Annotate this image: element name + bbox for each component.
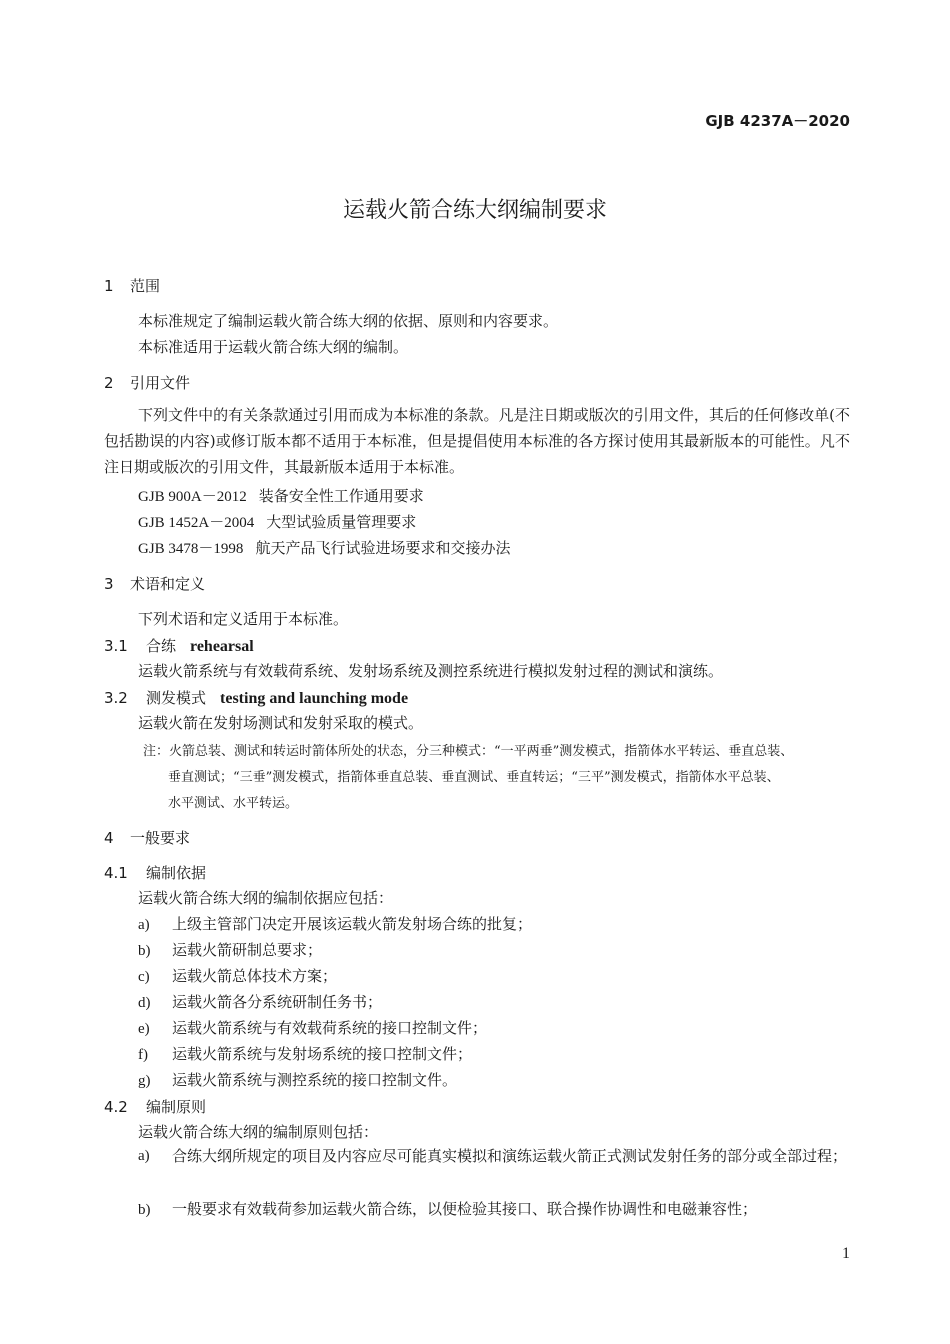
subsection-heading: [104, 1096, 206, 1117]
section-number: 4: [104, 829, 114, 847]
section-title: 一般要求: [130, 829, 191, 847]
list-item: [138, 913, 532, 934]
reference-code: GJB 3478－1998: [138, 541, 244, 557]
section-3-heading: [104, 573, 205, 594]
term-name: 测发模式: [146, 689, 207, 707]
list-marker: g): [138, 1073, 151, 1089]
list-text: 运载火箭系统与测控系统的接口控制文件。: [172, 1071, 458, 1089]
note-line: 水平测试、水平转运。: [168, 796, 299, 811]
page-number: 1: [842, 1245, 850, 1262]
term-number: 3.1: [104, 637, 128, 655]
subsection-number: 4.2: [104, 1098, 128, 1116]
standard-number: GJB 4237A－2020: [705, 112, 850, 130]
paragraph: 运载火箭合练大纲的编制依据应包括：: [138, 889, 394, 907]
section-2-heading: [104, 372, 190, 393]
list-text: 运载火箭研制总要求；: [172, 941, 323, 959]
document-title: 运载火箭合练大纲编制要求: [342, 198, 607, 223]
list-text: 上级主管部门决定开展该运载火箭发射场合练的批复；: [172, 915, 533, 933]
list-marker: c): [138, 969, 150, 985]
section-1-heading: [104, 275, 160, 296]
reference-code: GJB 1452A－2004: [138, 515, 255, 531]
note-line: 注：火箭总装、测试和转运时箭体所处的状态，分三种模式：“一平两垂”测发模式，指箭体水平转运、垂直总装、: [143, 744, 794, 759]
list-marker: f): [138, 1047, 148, 1063]
term-name: 合练: [146, 637, 177, 655]
term-number: 3.2: [104, 689, 128, 707]
subsection-heading: [104, 862, 206, 883]
paragraph: 下列文件中的有关条款通过引用而成为本标准的条款。凡是注日期或版次的引用文件，其后的任何修改单(不包括勘误的内容)或修订版本都不适用于本标准，但是提倡使用本标准的各方探讨使用其最新版本的可能性。凡不注日期或版次的引用文件，其最新版本适用于本标准。: [104, 406, 850, 476]
list-marker: a): [138, 1148, 150, 1164]
term-english: rehearsal: [190, 638, 254, 655]
list-item: [138, 1017, 487, 1038]
reference-code: GJB 900A－2012: [138, 489, 247, 505]
list-item: [138, 991, 382, 1012]
list-item: [138, 1198, 757, 1219]
list-item: [138, 939, 322, 960]
subsection-title: 编制依据: [146, 864, 207, 882]
list-item: [138, 1069, 457, 1090]
term-definition: 运载火箭系统与有效载荷系统、发射场系统及测控系统进行模拟发射过程的测试和演练。: [138, 662, 724, 680]
list-text: 运载火箭总体技术方案；: [172, 967, 338, 985]
reference-item: [138, 511, 416, 532]
section-number: 1: [104, 277, 114, 295]
section-title: 范围: [130, 277, 161, 295]
list-text: 运载火箭系统与有效载荷系统的接口控制文件；: [172, 1019, 488, 1037]
list-marker: e): [138, 1021, 150, 1037]
list-text: 一般要求有效载荷参加运载火箭合练，以便检验其接口、联合操作协调性和电磁兼容性；: [172, 1200, 758, 1218]
term-english: testing and launching mode: [220, 690, 409, 707]
reference-item: [138, 485, 424, 506]
section-number: 3: [104, 575, 114, 593]
paragraph: 本标准规定了编制运载火箭合练大纲的依据、原则和内容要求。: [138, 312, 559, 330]
reference-name: 航天产品飞行试验进场要求和交接办法: [255, 539, 511, 557]
paragraph: 运载火箭合练大纲的编制原则包括：: [138, 1123, 379, 1141]
term-heading: [104, 635, 254, 656]
term-heading: [104, 687, 408, 708]
section-title: 术语和定义: [130, 575, 206, 593]
reference-name: 大型试验质量管理要求: [266, 513, 417, 531]
section-number: 2: [104, 374, 114, 392]
list-text: 运载火箭各分系统研制任务书；: [172, 993, 383, 1011]
list-marker: a): [138, 917, 150, 933]
reference-item: [138, 537, 510, 558]
list-marker: d): [138, 995, 151, 1011]
list-marker: b): [138, 943, 151, 959]
list-marker: b): [138, 1202, 151, 1218]
subsection-title: 编制原则: [146, 1098, 207, 1116]
list-item: [138, 1043, 472, 1064]
paragraph: 下列术语和定义适用于本标准。: [138, 610, 349, 628]
section-title: 引用文件: [130, 374, 191, 392]
list-item: [138, 965, 337, 986]
list-text: 运载火箭系统与发射场系统的接口控制文件；: [172, 1045, 473, 1063]
list-text: 合练大纲所规定的项目及内容应尽可能真实模拟和演练运载火箭正式测试发射任务的部分或全部过程；: [172, 1147, 848, 1165]
list-item: [138, 1143, 850, 1169]
subsection-number: 4.1: [104, 864, 128, 882]
term-definition: 运载火箭在发射场测试和发射采取的模式。: [138, 714, 424, 732]
reference-name: 装备安全性工作通用要求: [258, 487, 424, 505]
note-line: 垂直测试；“三垂”测发模式，指箭体垂直总装、垂直测试、垂直转运；“三平”测发模式，指箭体水平总装、: [168, 770, 780, 785]
section-4-heading: [104, 827, 190, 848]
paragraph: 本标准适用于运载火箭合练大纲的编制。: [138, 338, 409, 356]
